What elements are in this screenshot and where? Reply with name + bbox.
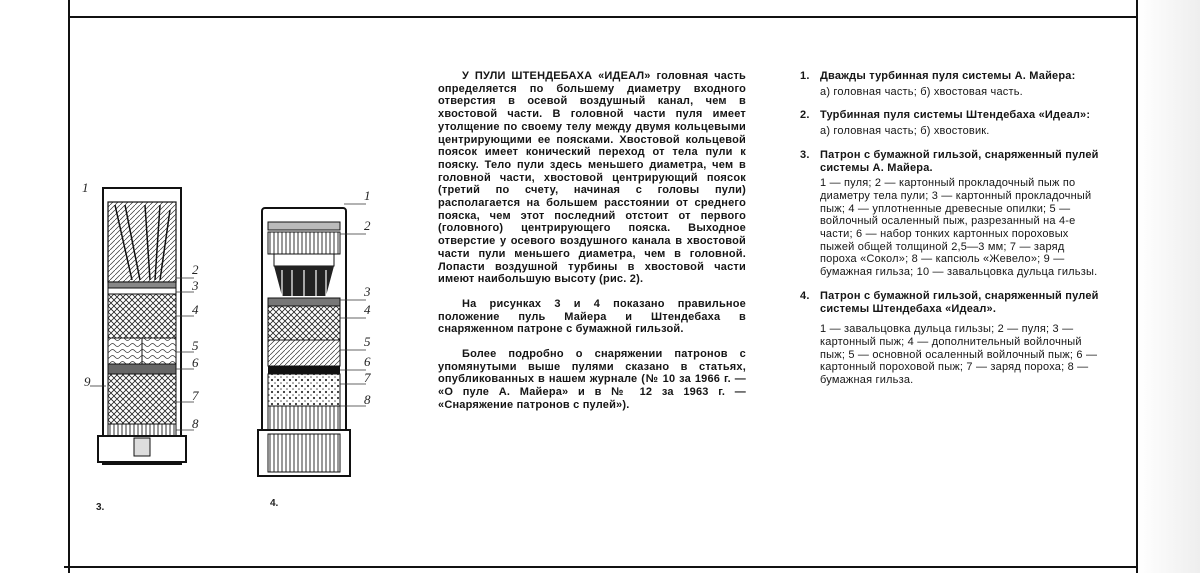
caption-item xyxy=(800,70,1100,98)
caption-text: 1 — пуля; 2 — картонный прокладочный пыж по диаметру тела пули; 3 — картонный прокладочный пыж; 4 — уплотненные древесные опилки; 5 — войлочный осаленный пыж, разрезанный на 4-е части; 6 — набор тонких картонных пороховых пыжей общей толщиной 2,5—3 мм; 7 — заряд пороха «Сокол»; 8 — капсюль «Жевело»; 9 — бумажная гильза; 10 — завальцовка дульца гильзы. xyxy=(820,177,1098,279)
caption-number: 1. xyxy=(800,70,810,82)
caption-title: Дважды турбинная пуля системы А. Майера: xyxy=(820,70,1076,82)
figure-4-cartridge xyxy=(258,208,350,476)
fig3-callout-6: 6 xyxy=(192,355,199,370)
caption-item xyxy=(800,149,1100,279)
fig3-callout-7: 7 xyxy=(192,388,199,403)
figure-4-leaders xyxy=(340,204,366,406)
fig4-callout-8: 8 xyxy=(364,392,371,407)
caption-number: 2. xyxy=(800,109,810,122)
fig3-callout-8: 8 xyxy=(192,416,199,431)
article-column xyxy=(438,70,746,412)
caption-title: Турбинная пуля системы Штендебаха «Идеал»: xyxy=(820,109,1091,122)
fig3-callout-2: 2 xyxy=(192,262,199,277)
fig4-callout-3: 3 xyxy=(364,284,371,299)
figure-4-label: 4. xyxy=(270,498,279,509)
fig4-callout-1: 1 xyxy=(364,188,371,203)
article-paragraph-2: На рисунках 3 и 4 показано правильное положение пуль Майера и Штендебаха в снаряженном патроне с бумажной гильзой. xyxy=(438,297,746,336)
caption-text: а) головная часть; б) хвостовая часть. xyxy=(820,85,1023,98)
fig3-callout-1: 1 xyxy=(82,180,89,195)
caption-text: а) головная часть; б) хвостовик. xyxy=(820,125,990,138)
caption-item xyxy=(800,109,1100,137)
fig3-callout-5: 5 xyxy=(192,338,199,353)
fig4-callout-2: 2 xyxy=(364,218,371,233)
caption-text: 1 — завальцовка дульца гильзы; 2 — пуля; 3 — картонный пыж; 4 — дополнительный войлочный пыж; 5 — основной осаленный войлочный пыж; 6 — картонный пороховой пыж; 7 — заряд пороха; 8 — бумажная гильза. xyxy=(820,323,1098,387)
captions-column xyxy=(800,70,1100,398)
article-paragraph-1-text: головная часть определяется по большему диаметру входного отверстия в осевой воздушный канал, чем в хвостовой части. В головной части пуля имеет утолщение по своему телу между двумя кольцевыми центрирующими ее поясками. Хвостовой кольцевой поясок имеет конический переход от тела пули к пояску. Тело пули здесь меньшего диаметра, чем в головной части, хвостовой центрирующий поясок (третий по счету, начиная с головы пули) располагается на большем расстоянии от среднего пояска, чем этот последний отстоит от первого (головного) центрирующего пояска. Выходное отверстие у осевого воздушного канала в хвостовой части пули меньшего диаметра, чем в головной. Лопасти воздушной турбины в хвостовой части имеют наибольшую высоту (рис. 2). xyxy=(438,70,746,286)
caption-number: 4. xyxy=(800,289,810,302)
caption-item xyxy=(800,290,1100,387)
figure-3-cartridge xyxy=(98,188,186,464)
fig3-callout-4: 4 xyxy=(192,302,199,317)
fig4-callout-4: 4 xyxy=(364,302,371,317)
fig4-callout-5: 5 xyxy=(364,334,371,349)
caption-number: 3. xyxy=(800,148,810,161)
article-heading: У ПУЛИ ШТЕНДЕБАХА «ИДЕАЛ» xyxy=(462,70,651,82)
article-paragraph-1 xyxy=(438,70,746,286)
fig4-callout-6: 6 xyxy=(364,354,371,369)
caption-title: Патрон с бумажной гильзой, снаряженный пулей системы Штендебаха «Идеал». xyxy=(820,289,1099,315)
fig3-callout-3: 3 xyxy=(192,278,199,293)
fig4-callout-7: 7 xyxy=(364,370,371,385)
fig3-callout-9: 9 xyxy=(84,374,91,389)
caption-title: Патрон с бумажной гильзой, снаряженный пулей системы А. Майера. xyxy=(820,148,1099,174)
figure-3-label: 3. xyxy=(96,502,105,513)
article-paragraph-3: Более подробно о снаряжении патронов с упомянутыми выше пулями сказано в статьях, опубликованных в нашем журнале (№ 10 за 1966 г. — «О пуле А. Майера» и в № 12 за 1963 г. — «Снаряжение патронов с пулей»). xyxy=(438,348,746,411)
